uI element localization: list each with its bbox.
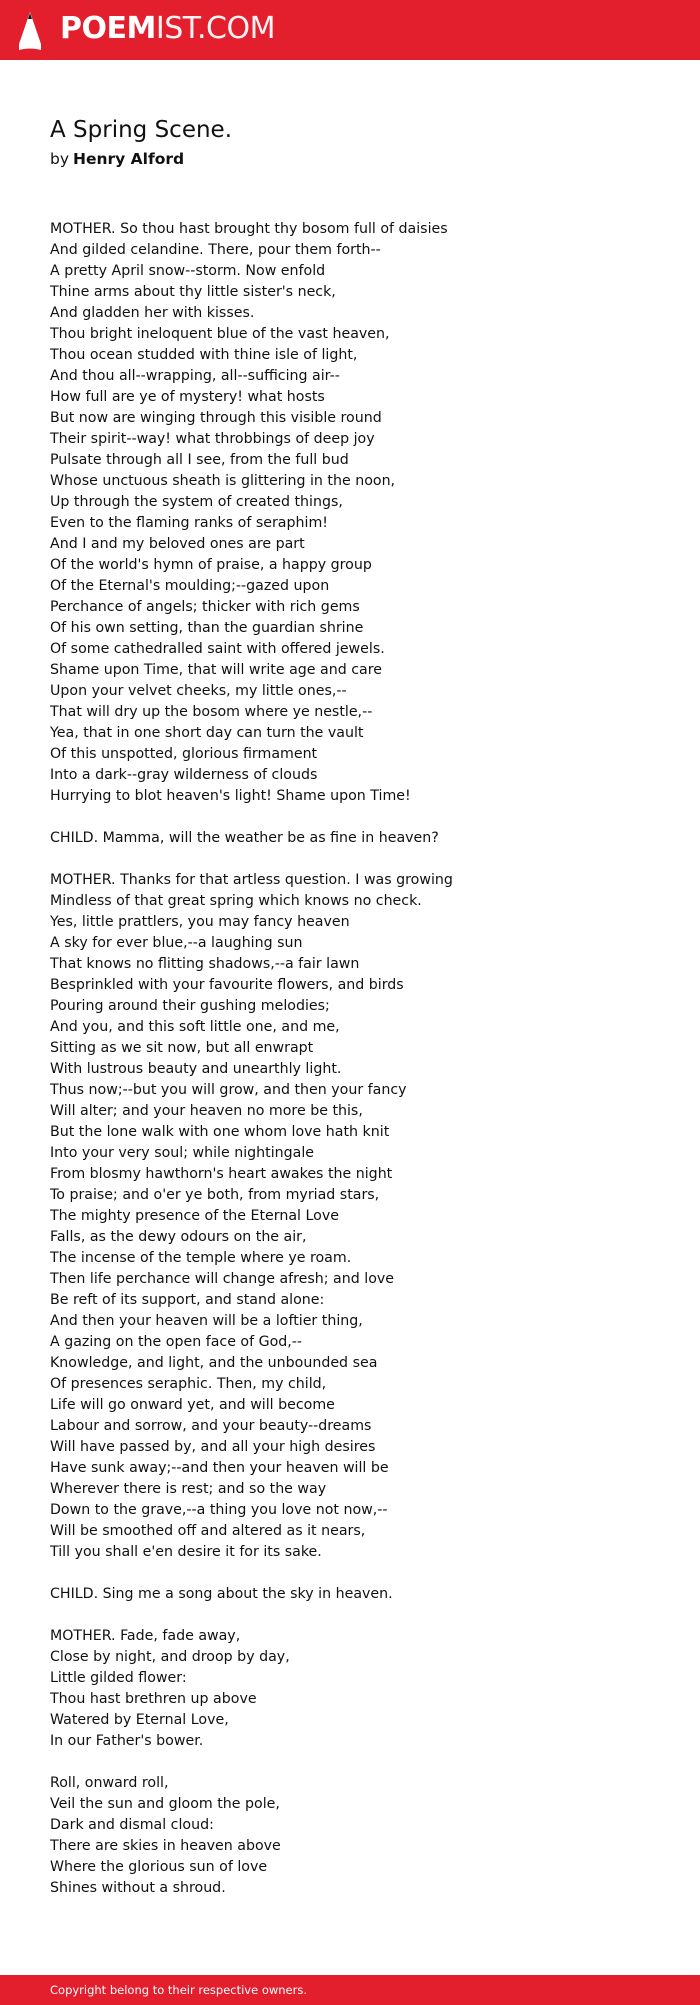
poem-line: Yea, that in one short day can turn the vault [50, 725, 364, 741]
stanza-break [50, 849, 670, 870]
poem-line: Pulsate through all I see, from the full bud [50, 452, 349, 468]
poem-line: And then your heaven will be a loftier thing, [50, 1313, 363, 1329]
poem-line: Even to the flaming ranks of seraphim! [50, 515, 328, 531]
poem-line: Will have passed by, and all your high desires [50, 1439, 376, 1455]
poem-line: Perchance of angels; thicker with rich gems [50, 599, 360, 615]
stanza-break [50, 807, 670, 828]
poem-line: Of the world's hymn of praise, a happy group [50, 557, 372, 573]
poem-line: That will dry up the bosom where ye nestle,-- [50, 704, 373, 720]
poem-line: But now are winging through this visible round [50, 410, 382, 426]
poem-line: Shines without a shroud. [50, 1880, 226, 1896]
poem-line: Mindless of that great spring which knows no check. [50, 893, 422, 909]
poem-line: Thine arms about thy little sister's neck, [50, 284, 336, 300]
poem-title: A Spring Scene. [50, 117, 233, 143]
poem-line: Their spirit--way! what throbbings of deep joy [50, 431, 375, 447]
poem-line: Falls, as the dewy odours on the air, [50, 1229, 307, 1245]
poem-line: Hurrying to blot heaven's light! Shame upon Time! [50, 788, 411, 804]
poem-line: But the lone walk with one whom love hath knit [50, 1124, 390, 1140]
stanza-break [50, 1563, 670, 1584]
poem-line: From blosmy hawthorn's heart awakes the night [50, 1166, 393, 1182]
poem-byline [50, 148, 184, 170]
site-logo[interactable] [60, 9, 275, 49]
poem-line: Dark and dismal cloud: [50, 1817, 214, 1833]
poem-line: Roll, onward roll, [50, 1775, 169, 1791]
poem-line: Thus now;--but you will grow, and then your fancy [50, 1082, 407, 1098]
poem-line: CHILD. Mamma, will the weather be as fine in heaven? [50, 830, 439, 846]
poem-line: Into your very soul; while nightingale [50, 1145, 315, 1161]
stanza-break [50, 1752, 670, 1773]
poem-line: Of the Eternal's moulding;--gazed upon [50, 578, 330, 594]
poem-line: Then life perchance will change afresh; and love [50, 1271, 394, 1287]
poem-line: With lustrous beauty and unearthly light. [50, 1061, 342, 1077]
poem-line: Of presences seraphic. Then, my child, [50, 1376, 327, 1392]
poem-line: Close by night, and droop by day, [50, 1649, 290, 1665]
poem-line: Up through the system of created things, [50, 494, 343, 510]
poem-line: Knowledge, and light, and the unbounded sea [50, 1355, 378, 1371]
poem-line: Will alter; and your heaven no more be this, [50, 1103, 363, 1119]
poem-line: Of this unspotted, glorious firmament [50, 746, 318, 762]
logo-light-text: IST.COM [155, 11, 275, 46]
poem-line: A pretty April snow--storm. Now enfold [50, 263, 326, 279]
poem-line: The incense of the temple where ye roam. [50, 1250, 352, 1266]
poem-line: Labour and sorrow, and your beauty--dreams [50, 1418, 372, 1434]
poem-line: Will be smoothed off and altered as it nears, [50, 1523, 366, 1539]
poem-line: Have sunk away;--and then your heaven will be [50, 1460, 389, 1476]
poem-line: Till you shall e'en desire it for its sake. [50, 1544, 322, 1560]
poem-line: Wherever there is rest; and so the way [50, 1481, 327, 1497]
poem-line: The mighty presence of the Eternal Love [50, 1208, 339, 1224]
poem-line: A sky for ever blue,--a laughing sun [50, 935, 303, 951]
poem-line: Thou hast brethren up above [50, 1691, 257, 1707]
poem-line: Of some cathedralled saint with offered jewels. [50, 641, 385, 657]
poem-line: CHILD. Sing me a song about the sky in heaven. [50, 1586, 393, 1602]
poem-line: To praise; and o'er ye both, from myriad stars, [50, 1187, 380, 1203]
copyright-text: Copyright belong to their respective owners. [50, 1983, 308, 1997]
poem-line: Thou ocean studded with thine isle of light, [50, 347, 358, 363]
poem-line: Whose unctuous sheath is glittering in the noon, [50, 473, 396, 489]
poem-line: That knows no flitting shadows,--a fair lawn [50, 956, 360, 972]
poem-line: Sitting as we sit now, but all enwrapt [50, 1040, 314, 1056]
poem-line: There are skies in heaven above [50, 1838, 281, 1854]
poem-line: Into a dark--gray wilderness of clouds [50, 767, 318, 783]
site-footer [0, 1975, 700, 2005]
poem-line: Down to the grave,--a thing you love not now,-- [50, 1502, 388, 1518]
poem-line: Yes, little prattlers, you may fancy heaven [50, 914, 350, 930]
poem-body [50, 219, 670, 1899]
poem-line: MOTHER. Fade, fade away, [50, 1628, 241, 1644]
poem-line: Where the glorious sun of love [50, 1859, 268, 1875]
poem-line: And gladden her with kisses. [50, 305, 255, 321]
author-name[interactable]: Henry Alford [73, 150, 185, 168]
poem-line: Of his own setting, than the guardian shrine [50, 620, 364, 636]
poem-line: Be reft of its support, and stand alone: [50, 1292, 325, 1308]
poem-line: Pouring around their gushing melodies; [50, 998, 330, 1014]
poem-line: And I and my beloved ones are part [50, 536, 305, 552]
poem-line: Little gilded flower: [50, 1670, 187, 1686]
poem-line: Shame upon Time, that will write age and care [50, 662, 382, 678]
poem-line: Veil the sun and gloom the pole, [50, 1796, 280, 1812]
poem-line: And thou all--wrapping, all--sufficing air-- [50, 368, 340, 384]
poem-line: In our Father's bower. [50, 1733, 204, 1749]
poem-line: Besprinkled with your favourite flowers, and birds [50, 977, 404, 993]
poem-line: How full are ye of mystery! what hosts [50, 389, 325, 405]
pencil-tip-icon [18, 10, 42, 52]
poem-line: A gazing on the open face of God,-- [50, 1334, 303, 1350]
by-label: by [50, 150, 70, 168]
poem-line: Upon your velvet cheeks, my little ones,-- [50, 683, 347, 699]
poem-line: MOTHER. So thou hast brought thy bosom full of daisies [50, 221, 448, 237]
stanza-break [50, 1605, 670, 1626]
poem-line: And you, and this soft little one, and me, [50, 1019, 340, 1035]
site-header [0, 0, 700, 60]
poem-line: Life will go onward yet, and will become [50, 1397, 335, 1413]
poem-line: MOTHER. Thanks for that artless question. I was growing [50, 872, 453, 888]
poem-line: And gilded celandine. There, pour them forth-- [50, 242, 381, 258]
logo-bold-text: POEM [60, 11, 156, 46]
poem-line: Thou bright ineloquent blue of the vast heaven, [50, 326, 390, 342]
poem-line: Watered by Eternal Love, [50, 1712, 229, 1728]
